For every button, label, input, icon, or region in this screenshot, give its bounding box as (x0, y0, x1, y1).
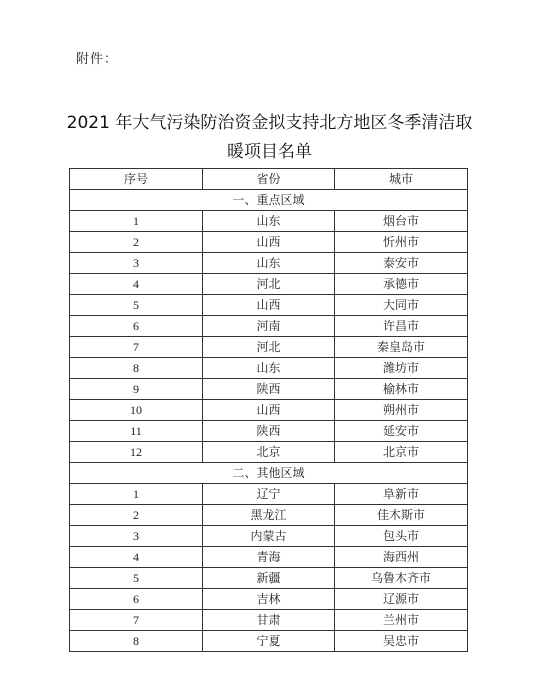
row-index: 10 (70, 400, 203, 421)
row-index: 6 (70, 589, 203, 610)
row-index: 5 (70, 568, 203, 589)
row-province: 北京 (203, 442, 335, 463)
row-index: 8 (70, 358, 203, 379)
row-province: 河北 (203, 274, 335, 295)
row-province: 新疆 (203, 568, 335, 589)
row-province: 河南 (203, 316, 335, 337)
row-index: 2 (70, 505, 203, 526)
table-row (70, 253, 468, 274)
table-row (70, 442, 468, 463)
row-index: 7 (70, 337, 203, 358)
row-city: 延安市 (335, 421, 468, 442)
row-index: 4 (70, 274, 203, 295)
row-city: 北京市 (335, 442, 468, 463)
row-city: 泰安市 (335, 253, 468, 274)
table-row (70, 568, 468, 589)
row-province: 山西 (203, 232, 335, 253)
project-list-table (69, 168, 468, 652)
row-index: 1 (70, 484, 203, 505)
table-row (70, 547, 468, 568)
table-row (70, 379, 468, 400)
row-province: 吉林 (203, 589, 335, 610)
row-province: 辽宁 (203, 484, 335, 505)
header-index: 序号 (70, 169, 203, 190)
row-province: 山东 (203, 211, 335, 232)
row-city: 包头市 (335, 526, 468, 547)
section-heading: 一、重点区域 (70, 190, 468, 211)
table-row (70, 631, 468, 652)
row-city: 兰州市 (335, 610, 468, 631)
header-city: 城市 (335, 169, 468, 190)
row-city: 乌鲁木齐市 (335, 568, 468, 589)
table-row (70, 526, 468, 547)
row-index: 3 (70, 253, 203, 274)
table-row (70, 232, 468, 253)
header-province: 省份 (203, 169, 335, 190)
row-index: 5 (70, 295, 203, 316)
row-province: 山东 (203, 253, 335, 274)
table-row (70, 610, 468, 631)
table-row (70, 295, 468, 316)
row-province: 黑龙江 (203, 505, 335, 526)
row-province: 内蒙古 (203, 526, 335, 547)
row-city: 潍坊市 (335, 358, 468, 379)
row-province: 陕西 (203, 379, 335, 400)
table-body (70, 190, 468, 652)
table-row (70, 400, 468, 421)
row-index: 7 (70, 610, 203, 631)
row-province: 山东 (203, 358, 335, 379)
row-province: 山西 (203, 295, 335, 316)
row-index: 9 (70, 379, 203, 400)
row-city: 忻州市 (335, 232, 468, 253)
row-province: 陕西 (203, 421, 335, 442)
row-index: 3 (70, 526, 203, 547)
table-row (70, 484, 468, 505)
row-province: 河北 (203, 337, 335, 358)
document-title-line-2: 暖项目名单 (227, 142, 312, 162)
row-city: 大同市 (335, 295, 468, 316)
row-index: 2 (70, 232, 203, 253)
table-row (70, 505, 468, 526)
table-header-row (70, 169, 468, 190)
table-row (70, 421, 468, 442)
row-index: 11 (70, 421, 203, 442)
row-index: 6 (70, 316, 203, 337)
row-province: 甘肃 (203, 610, 335, 631)
row-city: 阜新市 (335, 484, 468, 505)
row-index: 4 (70, 547, 203, 568)
row-city: 烟台市 (335, 211, 468, 232)
row-city: 许昌市 (335, 316, 468, 337)
row-city: 吴忠市 (335, 631, 468, 652)
row-index: 1 (70, 211, 203, 232)
row-city: 秦皇岛市 (335, 337, 468, 358)
table-row (70, 337, 468, 358)
row-city: 辽源市 (335, 589, 468, 610)
row-city: 承德市 (335, 274, 468, 295)
row-city: 佳木斯市 (335, 505, 468, 526)
attachment-label: 附件： (76, 52, 119, 67)
document-title-line-1: 2021 年大气污染防治资金拟支持北方地区冬季清洁取 (66, 113, 473, 133)
table-row (70, 358, 468, 379)
row-city: 海西州 (335, 547, 468, 568)
row-index: 12 (70, 442, 203, 463)
row-province: 青海 (203, 547, 335, 568)
table-row (70, 211, 468, 232)
table-row (70, 589, 468, 610)
table-row (70, 316, 468, 337)
row-index: 8 (70, 631, 203, 652)
section-heading-row (70, 190, 468, 211)
row-province: 山西 (203, 400, 335, 421)
row-city: 榆林市 (335, 379, 468, 400)
section-heading: 二、其他区域 (70, 463, 468, 484)
row-city: 朔州市 (335, 400, 468, 421)
table-row (70, 274, 468, 295)
section-heading-row (70, 463, 468, 484)
row-province: 宁夏 (203, 631, 335, 652)
